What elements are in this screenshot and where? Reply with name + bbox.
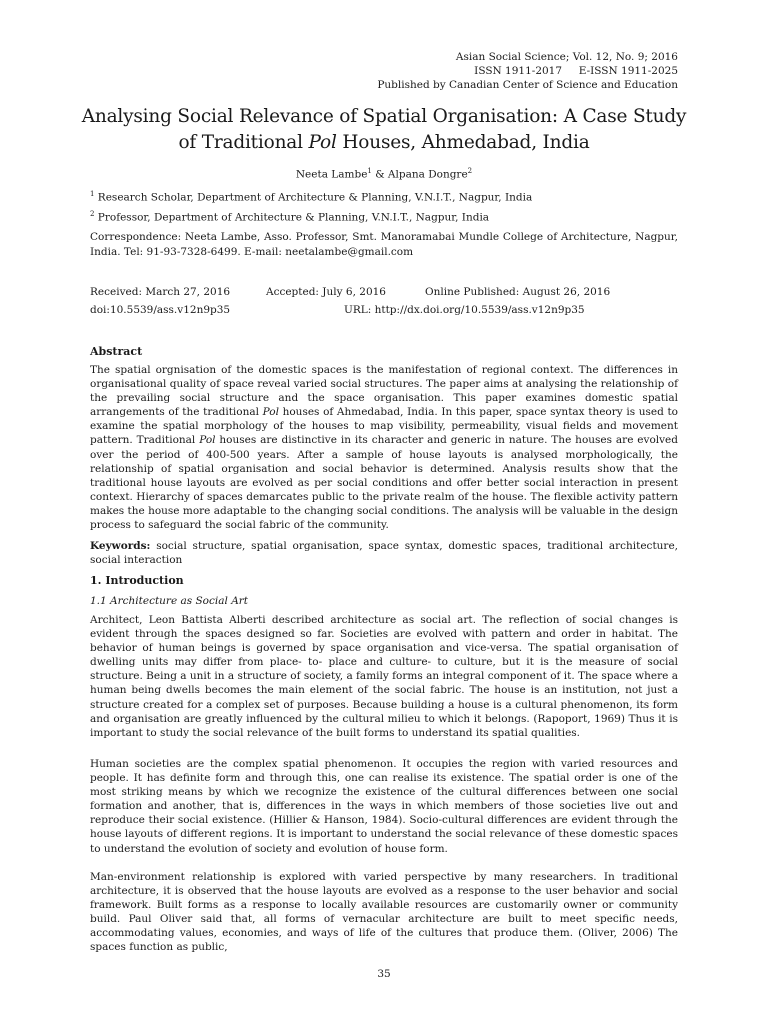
abstract-italic-pol: Pol	[199, 434, 216, 447]
affiliation-1	[90, 187, 532, 205]
received-date: Received: March 27, 2016	[90, 286, 231, 298]
keywords	[90, 539, 678, 567]
abstract-segment: houses are distinctive in its character and generic in nature. The houses are evolved over the period of 400-500 years. After a sample of house layouts is analysed morphologically, the relationship of spatial organisation and social behavior is determined. Analysis results show that the traditional house layouts are evolved as per social conditions and offer better social interaction in present context. Hierarchy of spaces demarcates public to the private realm of the house. The flexible activity pattern makes the house more adaptable to the changing social conditions. The analysis will be valuable in the design process to safeguard the social fabric of the community.	[90, 434, 678, 532]
published-date: Online Published: August 26, 2016	[425, 286, 611, 298]
author-superscript: 2	[467, 167, 473, 175]
affiliation-text: Research Scholar, Department of Architecture & Planning, V.N.I.T., Nagpur, India	[94, 191, 533, 204]
abstract-italic-pol: Pol	[262, 406, 279, 419]
body-paragraph-2: Human societies are the complex spatial phenomenon. It occupies the region with varied resources and people. It has definite form and through this, one can realise its existence. The spatial order is one of the most striking means by which we recognize the existence of the cultural differences between one social formation and another, that is, differences in the ways in which members of those societies live out and reproduce their social existence. (Hillier & Hanson, 1984). Socio-cultural differences are evident through the house layouts of different regions. It is important to understand the social relevance of these domestic spaces to understand the evolution of society and evolution of house form.	[90, 758, 678, 855]
issn-line: ISSN 1911-2017 E-ISSN 1911-2025	[474, 65, 678, 77]
keywords-text: social structure, spatial organisation, space syntax, domestic spaces, traditional architecture, social interaction	[90, 540, 678, 567]
author-name: Alpana Dongre	[387, 168, 468, 181]
section-heading-introduction: 1. Introduction	[90, 574, 184, 587]
author-joiner: &	[371, 168, 388, 181]
abstract-text	[90, 363, 678, 532]
affiliation-text: Professor, Department of Architecture & Planning, V.N.I.T., Nagpur, India	[94, 211, 490, 224]
body-paragraph-3: Man-environment relationship is explored with varied perspective by many researchers. In traditional architecture, it is observed that the house layouts are evolved as a response to the user behavior and social framework. Built forms as a response to locally available resources are customarily owner or community build. Paul Oliver said that, all forms of vernacular architecture are built to meet specific needs, accommodating values, economies, and ways of life of the cultures that produce them. (Oliver, 2006) The spaces function as public,	[90, 871, 678, 954]
abstract-segment: The spatial orgnisation of the domestic spaces is the manifestation of regional context. The differences in organisational quality of space reveal varied social structures. The paper aims at analysing the relationship of the prevailing social structure and the space organisation. This paper examines domestic spatial arrangements of the traditional	[90, 364, 678, 419]
accepted-date: Accepted: July 6, 2016	[266, 286, 386, 298]
affiliation-2	[90, 207, 489, 225]
doi-link[interactable]: doi:10.5539/ass.v12n9p35	[90, 304, 231, 316]
url-link[interactable]: URL: http://dx.doi.org/10.5539/ass.v12n9p35	[344, 304, 585, 316]
abstract-heading: Abstract	[90, 345, 143, 358]
journal-citation: Asian Social Science; Vol. 12, No. 9; 2016	[455, 51, 678, 63]
title-italic-pol: Pol	[308, 132, 337, 153]
keywords-label: Keywords:	[90, 540, 151, 552]
abstract-segment: houses of Ahmedabad, India. In this paper, space syntax theory is used to examine the spatial morphology of the houses to map visibility, permeability, visual fields and movement pattern. Traditional	[90, 406, 678, 447]
author-name: Neeta Lambe	[295, 168, 368, 181]
subsection-heading: 1.1 Architecture as Social Art	[90, 595, 249, 607]
title-part-1: Analysing Social Relevance of Spatial Organisation: A Case Study of Traditional	[81, 106, 687, 153]
title-part-2: Houses, Ahmedabad, India	[336, 132, 590, 153]
paper-title	[80, 104, 688, 156]
affiliation-superscript: 2	[90, 210, 95, 218]
publisher-line: Published by Canadian Center of Science and Education	[377, 79, 678, 91]
body-paragraph-1: Architect, Leon Battista Alberti described architecture as social art. The reflection of social changes is evident through the spaces designed so far. Societies are evolved with pattern and order in habitat. The behavior of human beings is governed by space organisation and vice-versa. The spatial organisation of dwelling units may differ from place- to- place and culture- to culture, but it is the measure of social structure. Being a unit in a structure of society, a family forms an integral component of it. The space where a human being dwells becomes the main element of the social fabric. The house is an institution, not just a structure created for a complex set of purposes. Because building a house is a cultural phenomenon, its form and organisation are greatly influenced by the cultural milieu to which it belongs. (Rapoport, 1969) Thus it is important to study the social relevance of the built forms to understand its spatial qualities.	[90, 614, 678, 739]
affiliation-superscript: 1	[90, 190, 95, 198]
correspondence: Correspondence: Neeta Lambe, Asso. Professor, Smt. Manoramabai Mundle College of Architecture, Nagpur, India. Tel: 91-93-7328-6499. E-mail: neetalambe@gmail.com	[90, 231, 678, 258]
author-list	[0, 167, 768, 181]
journal-header	[377, 50, 678, 92]
author-superscript: 1	[367, 167, 372, 175]
page-number: 35	[377, 968, 391, 980]
